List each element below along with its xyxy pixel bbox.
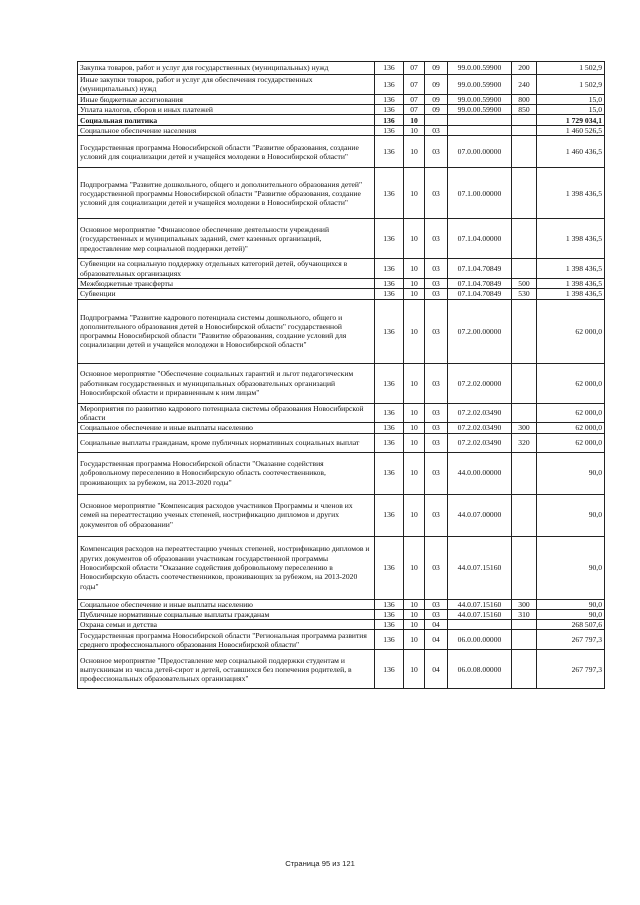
row-section-cell: 10 — [404, 126, 425, 136]
row-expense-type-cell — [512, 452, 537, 494]
row-ved-cell: 136 — [375, 599, 404, 609]
row-name-cell: Субвенции — [78, 289, 375, 299]
row-subsection-cell: 03 — [425, 609, 448, 619]
row-expense-type-cell — [512, 219, 537, 259]
row-subsection-cell: 03 — [425, 494, 448, 536]
row-expense-type-cell — [512, 363, 537, 403]
table-row — [78, 299, 605, 363]
row-subsection-cell: 03 — [425, 168, 448, 219]
row-name-cell: Уплата налогов, сборов и иных платежей — [78, 104, 375, 114]
row-name-cell: Компенсация расходов на переаттестацию ученых степеней, нострификацию дипломов и других документов об образовании участникам государственной программы Новосибирской области "Оказание содействия добровольному переселению в Новосибирскую область соотечественников, проживающих за рубежом, на 2013-2020 годы" — [78, 536, 375, 599]
row-expense-type-cell — [512, 115, 537, 126]
table-row — [78, 289, 605, 299]
row-section-cell: 10 — [404, 363, 425, 403]
page-footer: Страница 95 из 121 — [285, 859, 355, 868]
row-name-cell: Закупка товаров, работ и услуг для государственных (муниципальных) нужд — [78, 62, 375, 75]
row-amount-cell: 62 000,0 — [537, 403, 605, 423]
row-section-cell: 10 — [404, 620, 425, 630]
row-ved-cell: 136 — [375, 363, 404, 403]
row-amount-cell: 90,0 — [537, 452, 605, 494]
row-subsection-cell: 09 — [425, 94, 448, 104]
row-target-article-cell: 06.0.08.00000 — [448, 650, 512, 689]
row-ved-cell: 136 — [375, 299, 404, 363]
row-name-cell: Социальные выплаты гражданам, кроме публичных нормативных социальных выплат — [78, 433, 375, 452]
table-row — [78, 536, 605, 599]
row-expense-type-cell — [512, 620, 537, 630]
row-amount-cell: 1 460 526,5 — [537, 126, 605, 136]
row-section-cell: 07 — [404, 75, 425, 95]
row-ved-cell: 136 — [375, 136, 404, 168]
row-ved-cell: 136 — [375, 168, 404, 219]
row-expense-type-cell — [512, 650, 537, 689]
table-row — [78, 494, 605, 536]
row-section-cell: 10 — [404, 536, 425, 599]
row-section-cell: 10 — [404, 299, 425, 363]
budget-table — [77, 61, 605, 689]
row-expense-type-cell — [512, 136, 537, 168]
row-target-article-cell: 07.2.02.03490 — [448, 433, 512, 452]
row-section-cell: 10 — [404, 494, 425, 536]
table-row — [78, 136, 605, 168]
row-expense-type-cell: 200 — [512, 62, 537, 75]
row-subsection-cell: 03 — [425, 289, 448, 299]
row-expense-type-cell: 300 — [512, 423, 537, 433]
row-name-cell: Социальное обеспечение и иные выплаты населению — [78, 423, 375, 433]
row-subsection-cell: 03 — [425, 452, 448, 494]
row-section-cell: 10 — [404, 289, 425, 299]
row-subsection-cell: 03 — [425, 299, 448, 363]
row-target-article-cell — [448, 620, 512, 630]
row-name-cell: Основное мероприятие "Обеспечение социальных гарантий и льгот педагогическим работникам государственных и муниципальных образовательных организаций Новосибирской области и приравненным к ним лицам" — [78, 363, 375, 403]
table-row — [78, 363, 605, 403]
table-row — [78, 75, 605, 95]
table-row — [78, 126, 605, 136]
row-section-cell: 10 — [404, 136, 425, 168]
table-row — [78, 599, 605, 609]
row-amount-cell: 15,0 — [537, 94, 605, 104]
row-section-cell: 10 — [404, 168, 425, 219]
row-expense-type-cell: 850 — [512, 104, 537, 114]
table-row — [78, 219, 605, 259]
row-section-cell: 07 — [404, 104, 425, 114]
row-ved-cell: 136 — [375, 536, 404, 599]
row-amount-cell: 62 000,0 — [537, 363, 605, 403]
row-expense-type-cell — [512, 126, 537, 136]
row-amount-cell: 267 797,3 — [537, 650, 605, 689]
row-target-article-cell: 44.0.07.00000 — [448, 494, 512, 536]
row-amount-cell: 62 000,0 — [537, 299, 605, 363]
row-expense-type-cell — [512, 630, 537, 650]
row-section-cell: 07 — [404, 94, 425, 104]
row-subsection-cell: 09 — [425, 104, 448, 114]
row-ved-cell: 136 — [375, 219, 404, 259]
row-amount-cell: 1 502,9 — [537, 75, 605, 95]
row-target-article-cell: 07.1.04.00000 — [448, 219, 512, 259]
row-expense-type-cell — [512, 403, 537, 423]
row-section-cell: 10 — [404, 259, 425, 279]
row-name-cell: Охрана семьи и детства — [78, 620, 375, 630]
row-target-article-cell: 07.1.04.70849 — [448, 279, 512, 289]
row-expense-type-cell: 240 — [512, 75, 537, 95]
row-name-cell: Публичные нормативные социальные выплаты гражданам — [78, 609, 375, 619]
row-subsection-cell: 09 — [425, 75, 448, 95]
row-subsection-cell: 03 — [425, 433, 448, 452]
row-target-article-cell: 99.0.00.59900 — [448, 94, 512, 104]
row-ved-cell: 136 — [375, 289, 404, 299]
table-row — [78, 403, 605, 423]
row-section-cell: 10 — [404, 403, 425, 423]
row-subsection-cell: 04 — [425, 620, 448, 630]
row-ved-cell: 136 — [375, 94, 404, 104]
row-target-article-cell: 07.0.00.00000 — [448, 136, 512, 168]
row-subsection-cell: 03 — [425, 126, 448, 136]
row-section-cell: 10 — [404, 599, 425, 609]
row-subsection-cell: 09 — [425, 62, 448, 75]
row-section-cell: 10 — [404, 219, 425, 259]
row-name-cell: Межбюджетные трансферты — [78, 279, 375, 289]
row-name-cell: Подпрограмма "Развитие кадрового потенциала системы дошкольного, общего и дополнительного образования детей в Новосибирской области" государственной программы Новосибирской области "Развитие образования, создание условий для социализации детей и учащейся молодежи в Новосибирской области" — [78, 299, 375, 363]
row-amount-cell: 90,0 — [537, 494, 605, 536]
table-row — [78, 630, 605, 650]
table-row — [78, 115, 605, 126]
row-subsection-cell: 03 — [425, 259, 448, 279]
row-target-article-cell: 44.0.00.00000 — [448, 452, 512, 494]
row-ved-cell: 136 — [375, 423, 404, 433]
row-name-cell: Государственная программа Новосибирской области "Развитие образования, создание условий для социализации детей и учащейся молодежи в Новосибирской области" — [78, 136, 375, 168]
table-row — [78, 620, 605, 630]
table-row — [78, 433, 605, 452]
row-amount-cell: 1 398 436,5 — [537, 168, 605, 219]
table-row — [78, 94, 605, 104]
table-row — [78, 259, 605, 279]
row-name-cell: Социальное обеспечение населения — [78, 126, 375, 136]
row-section-cell: 10 — [404, 423, 425, 433]
row-target-article-cell — [448, 115, 512, 126]
row-target-article-cell: 44.0.07.15160 — [448, 536, 512, 599]
row-expense-type-cell: 300 — [512, 599, 537, 609]
row-ved-cell: 136 — [375, 279, 404, 289]
row-amount-cell: 1 398 436,5 — [537, 279, 605, 289]
row-name-cell: Основное мероприятие "Предоставление мер социальной поддержки студентам и выпускникам из числа детей-сирот и детей, оставшихся без попечения родителей, в профессиональных образовательных организациях" — [78, 650, 375, 689]
row-amount-cell: 1 729 034,1 — [537, 115, 605, 126]
row-section-cell: 07 — [404, 62, 425, 75]
row-ved-cell: 136 — [375, 494, 404, 536]
row-name-cell: Подпрограмма "Развитие дошкольного, общего и дополнительного образования детей" государственной программы Новосибирской области "Развитие образования, создание условий для социализации детей и учащейся молодежи в Новосибирской области" — [78, 168, 375, 219]
row-expense-type-cell: 310 — [512, 609, 537, 619]
row-subsection-cell — [425, 115, 448, 126]
row-subsection-cell: 03 — [425, 599, 448, 609]
row-ved-cell: 136 — [375, 620, 404, 630]
row-ved-cell: 136 — [375, 433, 404, 452]
row-ved-cell: 136 — [375, 104, 404, 114]
row-amount-cell: 90,0 — [537, 536, 605, 599]
row-target-article-cell: 44.0.07.15160 — [448, 599, 512, 609]
row-target-article-cell: 07.1.04.70849 — [448, 259, 512, 279]
row-amount-cell: 267 797,3 — [537, 630, 605, 650]
table-row — [78, 104, 605, 114]
row-section-cell: 10 — [404, 279, 425, 289]
row-subsection-cell: 04 — [425, 650, 448, 689]
row-section-cell: 10 — [404, 609, 425, 619]
row-subsection-cell: 03 — [425, 536, 448, 599]
row-section-cell: 10 — [404, 650, 425, 689]
row-subsection-cell: 03 — [425, 363, 448, 403]
row-expense-type-cell — [512, 536, 537, 599]
row-subsection-cell: 03 — [425, 136, 448, 168]
row-amount-cell: 1 460 436,5 — [537, 136, 605, 168]
row-expense-type-cell: 800 — [512, 94, 537, 104]
row-target-article-cell: 07.1.00.00000 — [448, 168, 512, 219]
row-subsection-cell: 03 — [425, 423, 448, 433]
row-target-article-cell: 06.0.00.00000 — [448, 630, 512, 650]
row-name-cell: Иные закупки товаров, работ и услуг для обеспечения государственных (муниципальных) нужд — [78, 75, 375, 95]
row-name-cell: Основное мероприятие "Компенсация расходов участников Программы и членов их семей на переаттестацию ученых степеней, нострификацию дипломов и других документов об образовании" — [78, 494, 375, 536]
row-amount-cell: 1 398 436,5 — [537, 289, 605, 299]
row-amount-cell: 62 000,0 — [537, 423, 605, 433]
row-ved-cell: 136 — [375, 609, 404, 619]
row-target-article-cell — [448, 126, 512, 136]
row-name-cell: Государственная программа Новосибирской области "Оказание содействия добровольному переселению в Новосибирскую область соотечественников, проживающих за рубежом, на 2013-2020 годы" — [78, 452, 375, 494]
row-ved-cell: 136 — [375, 62, 404, 75]
row-target-article-cell: 07.1.04.70849 — [448, 289, 512, 299]
row-target-article-cell: 99.0.00.59900 — [448, 62, 512, 75]
row-name-cell: Иные бюджетные ассигнования — [78, 94, 375, 104]
table-row — [78, 62, 605, 75]
row-amount-cell: 1 502,9 — [537, 62, 605, 75]
row-ved-cell: 136 — [375, 630, 404, 650]
table-row — [78, 168, 605, 219]
row-amount-cell: 90,0 — [537, 609, 605, 619]
row-name-cell: Субвенции на социальную поддержку отдельных категорий детей, обучающихся в образовательных организациях — [78, 259, 375, 279]
row-target-article-cell: 44.0.07.15160 — [448, 609, 512, 619]
row-target-article-cell: 07.2.02.03490 — [448, 423, 512, 433]
row-amount-cell: 268 507,6 — [537, 620, 605, 630]
row-target-article-cell: 07.2.02.00000 — [448, 363, 512, 403]
row-section-cell: 10 — [404, 115, 425, 126]
row-expense-type-cell: 530 — [512, 289, 537, 299]
row-name-cell: Государственная программа Новосибирской области "Региональная программа развития среднего профессионального образования Новосибирской области" — [78, 630, 375, 650]
row-section-cell: 10 — [404, 433, 425, 452]
row-subsection-cell: 03 — [425, 279, 448, 289]
row-expense-type-cell — [512, 259, 537, 279]
row-ved-cell: 136 — [375, 452, 404, 494]
row-amount-cell: 90,0 — [537, 599, 605, 609]
row-name-cell: Мероприятия по развитию кадрового потенциала системы образования Новосибирской области — [78, 403, 375, 423]
row-target-article-cell: 99.0.00.59900 — [448, 75, 512, 95]
table-row — [78, 279, 605, 289]
row-name-cell: Социальное обеспечение и иные выплаты населению — [78, 599, 375, 609]
row-subsection-cell: 03 — [425, 219, 448, 259]
row-ved-cell: 136 — [375, 126, 404, 136]
row-name-cell: Социальная политика — [78, 115, 375, 126]
row-target-article-cell: 07.2.00.00000 — [448, 299, 512, 363]
row-ved-cell: 136 — [375, 115, 404, 126]
row-section-cell: 10 — [404, 452, 425, 494]
row-target-article-cell: 99.0.00.59900 — [448, 104, 512, 114]
row-subsection-cell: 04 — [425, 630, 448, 650]
table-row — [78, 423, 605, 433]
row-expense-type-cell: 320 — [512, 433, 537, 452]
table-row — [78, 452, 605, 494]
row-expense-type-cell — [512, 494, 537, 536]
row-expense-type-cell: 500 — [512, 279, 537, 289]
row-ved-cell: 136 — [375, 650, 404, 689]
row-subsection-cell: 03 — [425, 403, 448, 423]
row-ved-cell: 136 — [375, 75, 404, 95]
row-expense-type-cell — [512, 168, 537, 219]
row-target-article-cell: 07.2.02.03490 — [448, 403, 512, 423]
row-section-cell: 10 — [404, 630, 425, 650]
row-amount-cell: 1 398 436,5 — [537, 259, 605, 279]
table-row — [78, 650, 605, 689]
row-ved-cell: 136 — [375, 403, 404, 423]
row-amount-cell: 15,0 — [537, 104, 605, 114]
row-amount-cell: 62 000,0 — [537, 433, 605, 452]
row-ved-cell: 136 — [375, 259, 404, 279]
table-row — [78, 609, 605, 619]
row-name-cell: Основное мероприятие "Финансовое обеспечение деятельности учреждений (государственных и муниципальных заданий, смет казенных организаций, предоставление мер социальной поддержки детей)" — [78, 219, 375, 259]
row-expense-type-cell — [512, 299, 537, 363]
row-amount-cell: 1 398 436,5 — [537, 219, 605, 259]
